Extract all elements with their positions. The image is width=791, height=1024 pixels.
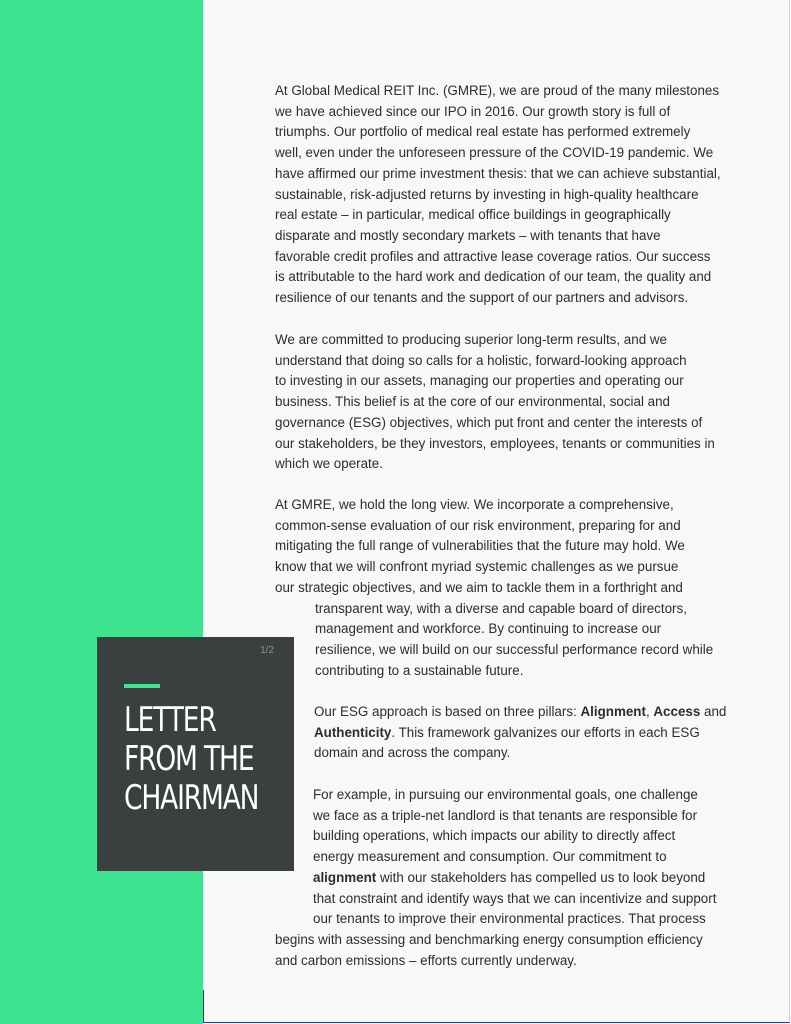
title-card <box>97 637 294 871</box>
keyword-alignment: alignment <box>313 869 377 885</box>
paragraph-1: At Global Medical REIT Inc. (GMRE), we are proud of the many milestones we have achieved since our IPO in 2016. Our growth story is full of triumphs. Our portfolio of medical real estate has performed extremely well, even under the unforeseen pressure of the COVID-19 pandemic. We have affirmed our prime investment thesis: that we can achieve substantial, sustainable, risk-adjusted returns by investing in high-quality healthcare real estate – in particular, medical office buildings in geographically disparate and mostly secondary markets – with tenants that have favorable credit profiles and attractive lease coverage ratios. Our success is attributable to the hard work and dedication of our team, the quality and resilience of our tenants and the support of our partners and advisors. <box>275 83 721 306</box>
page-title: LETTER FROM THE CHAIRMAN <box>124 700 259 818</box>
page-number: 1/2 <box>260 645 274 656</box>
paragraph-2: We are committed to producing superior long-term results, and we understand that doing so calls for a holistic, forward-looking approach to investing in our assets, managing our properties and operating our business. This belief is at the core of our environmental, social and governance (ESG) objectives, which put front and center the interests of our stakeholders, be they investors, employees, tenants or communities in which we operate. <box>275 332 715 472</box>
paragraph-5: For example, in pursuing our environmental goals, one challenge we face as a triple-net landlord is that tenants are responsible for building operations, which impacts our ability to directly affect energy measurement and consumption. Our commitment to alignment with our stakeholders has compelled us to look beyond that constraint and identify ways that we can incentivize and support our tenants to improve their environmental practices. That process begins with assessing and benchmarking energy consumption efficiency and carbon emissions – efforts currently underway. <box>275 787 717 968</box>
pillar-alignment: Alignment <box>580 704 646 719</box>
accent-bar <box>124 684 160 688</box>
paragraph-3: At GMRE, we hold the long view. We incorporate a comprehensive, common-sense evaluation of our risk environment, preparing for and mitigating the full range of vulnerabilities that the future may hold. We know that we will confront myriad systemic challenges as we pursue our strategic objectives, and we aim to tackle them in a forthright and transparent way, with a diverse and capable board of directors, management and workforce. By continuing to increase our resilience, we will build on our successful performance record while contributing to a sustainable future. <box>275 497 714 678</box>
pillar-access: Access <box>653 704 701 719</box>
pillar-authenticity: Authenticity <box>314 724 392 740</box>
paragraph-4: Our ESG approach is based on three pillars: Alignment, Access and Authenticity. This framework galvanizes our efforts in each ESG domain and across the company. <box>314 704 727 761</box>
